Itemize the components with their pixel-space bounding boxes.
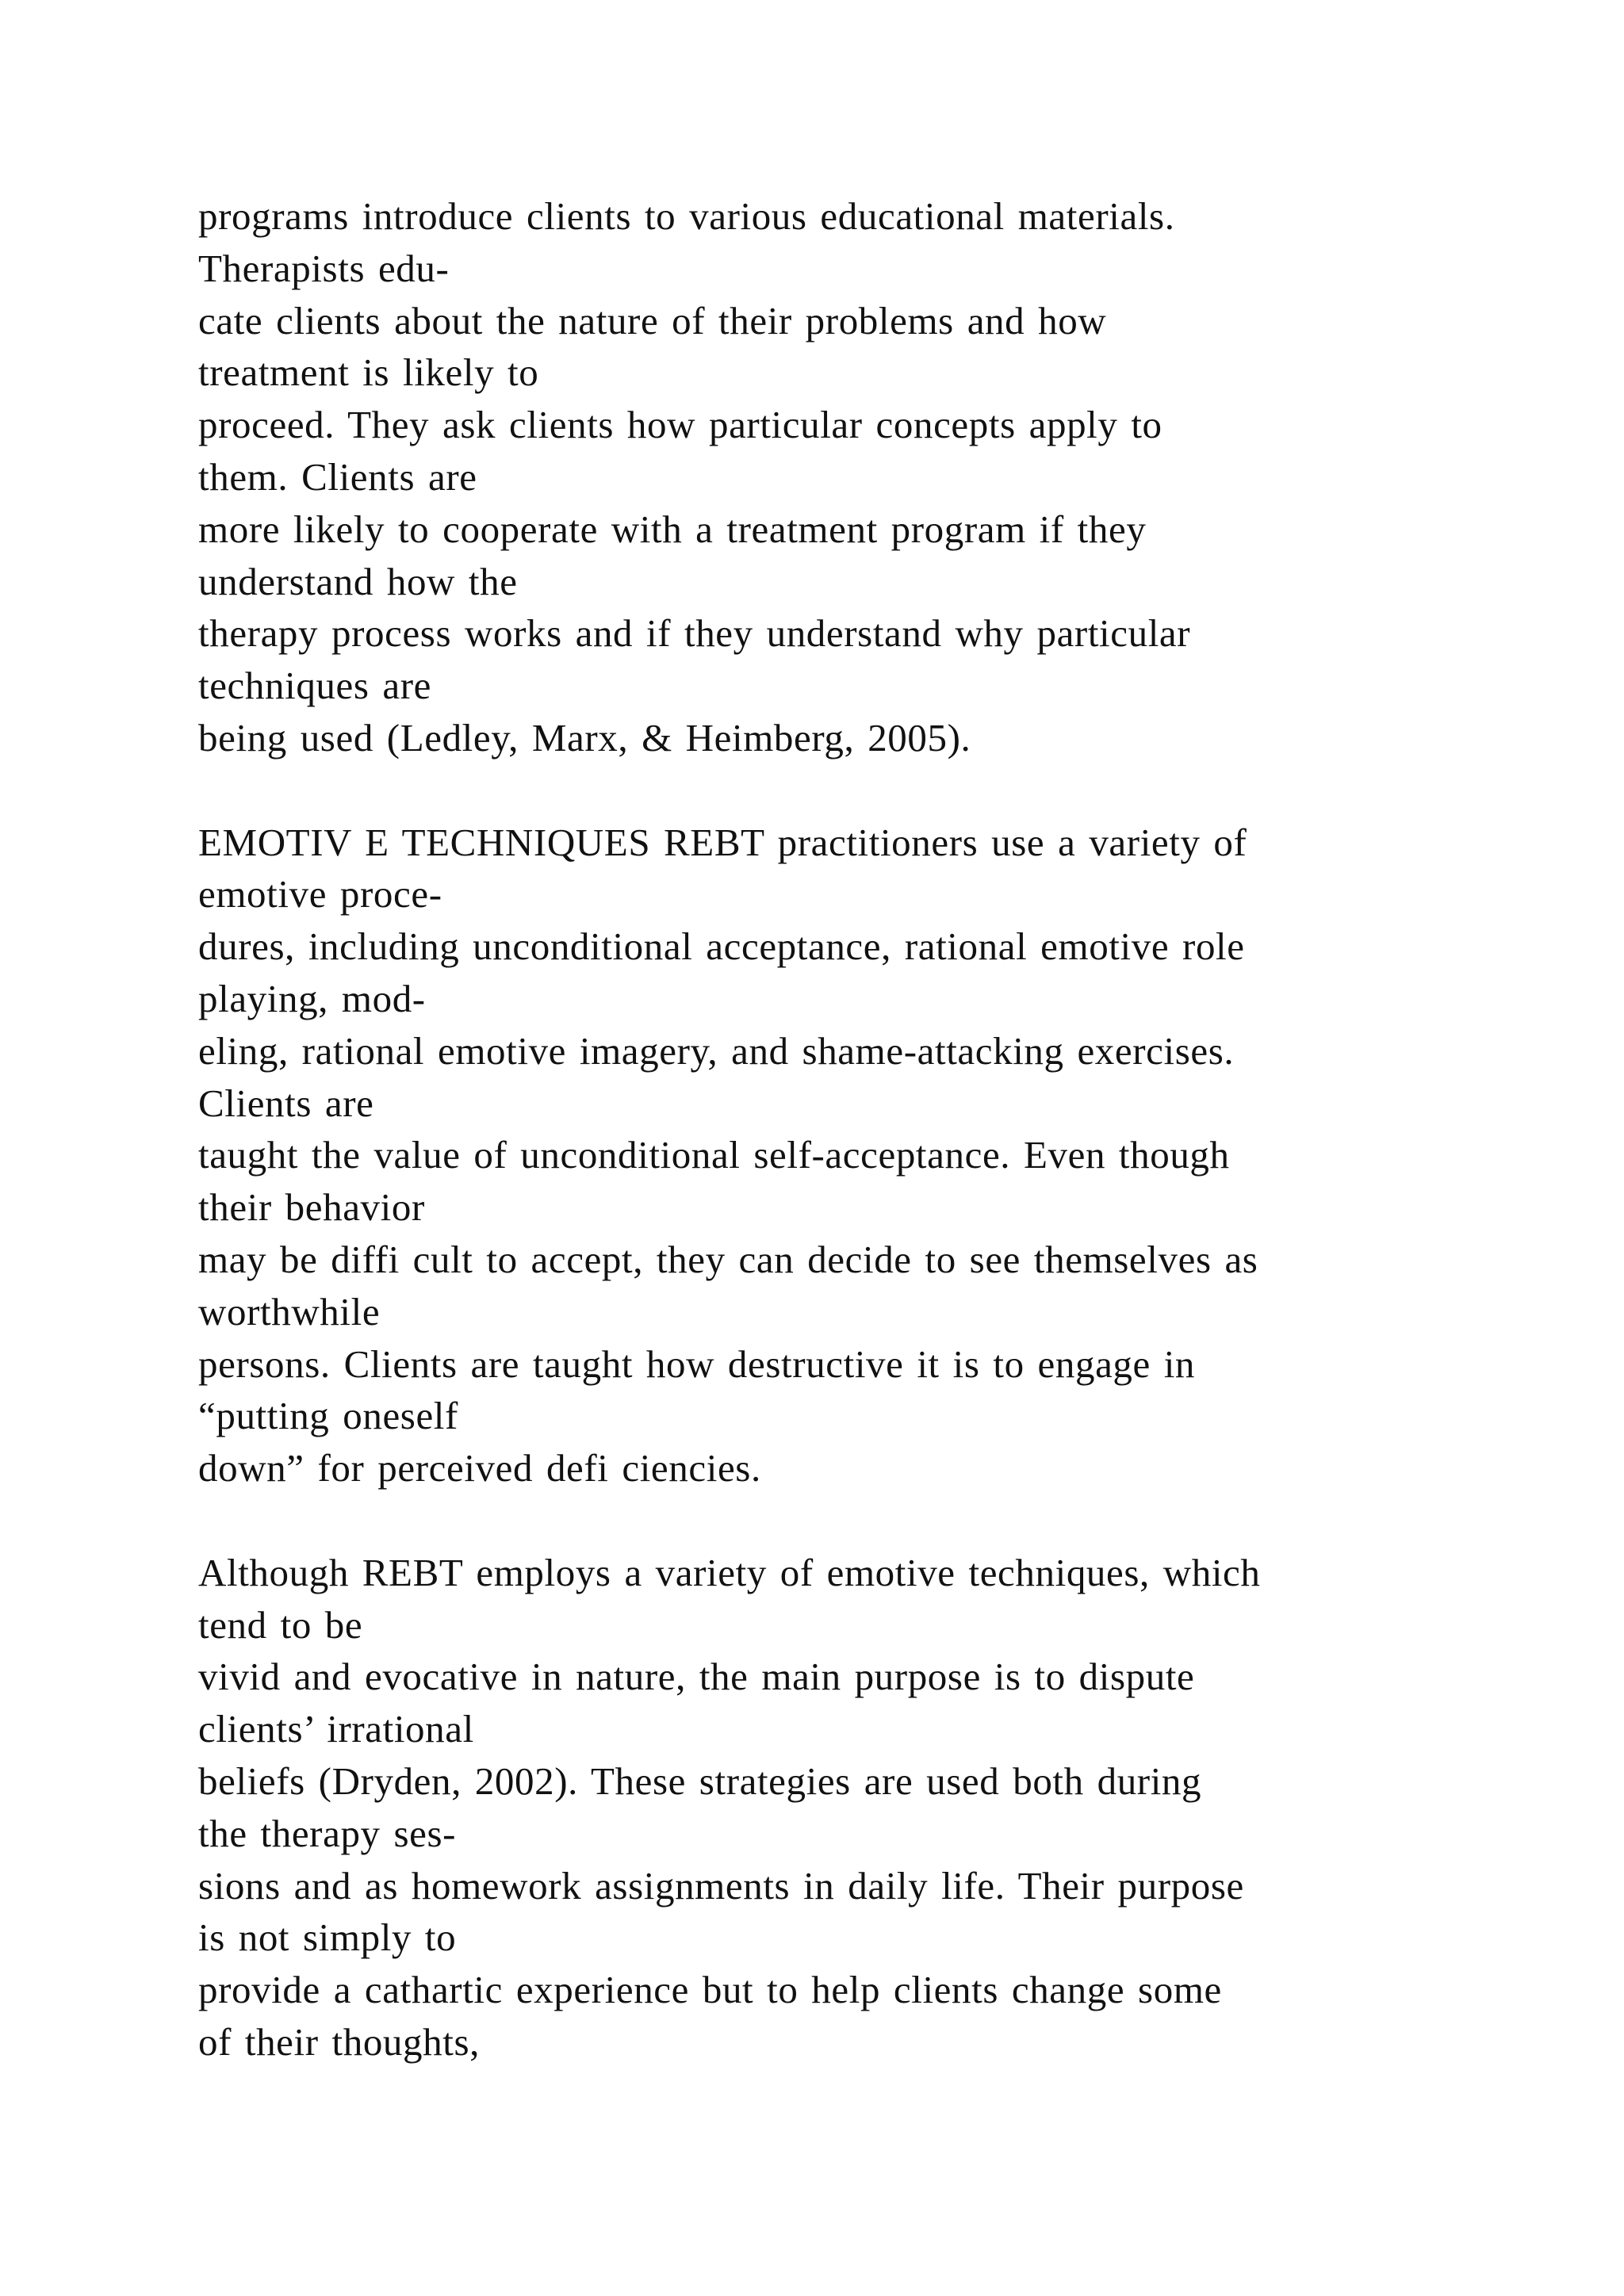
text-line: therapy process works and if they understand why particular (198, 611, 1191, 656)
text-line: beliefs (Dryden, 2002). These strategies are used both during (198, 1758, 1202, 1803)
text-line: of their thoughts, (198, 2019, 480, 2064)
text-line: may be diffi cult to accept, they can decide to see themselves as (198, 1237, 1258, 1281)
text-line: understand how the (198, 559, 518, 603)
text-line: more likely to cooperate with a treatment program if they (198, 507, 1147, 551)
text-line: their behavior (198, 1185, 425, 1230)
text-line: provide a cathartic experience but to help clients change some (198, 1968, 1222, 2012)
text-line: taught the value of unconditional self-acceptance. Even though (198, 1133, 1230, 1177)
text-line: emotive proce- (198, 872, 442, 916)
text-line: persons. Clients are taught how destructive it is to engage in (198, 1341, 1196, 1386)
text-line: the therapy ses- (198, 1811, 457, 1855)
text-line: programs introduce clients to various educational materials. (198, 194, 1175, 238)
text-line: techniques are (198, 664, 432, 708)
text-line: EMOTIV E TECHNIQUES REBT practitioners use a variety of (198, 820, 1247, 864)
text-line: them. Clients are (198, 454, 477, 499)
text-line: cate clients about the nature of their problems and how (198, 298, 1107, 342)
text-line: Although REBT employs a variety of emotive techniques, which (198, 1550, 1261, 1594)
paragraph-gap (198, 764, 1499, 817)
text-line: being used (Ledley, Marx, & Heimberg, 2005). (198, 715, 971, 760)
text-line: down” for perceived defi ciencies. (198, 1446, 761, 1490)
paragraph-gap (198, 1494, 1499, 1547)
paragraph-rebt-emotive-purpose (198, 1547, 1499, 2068)
text-line: vivid and evocative in nature, the main purpose is to dispute (198, 1655, 1195, 1699)
text-line: dures, including unconditional acceptance, rational emotive role (198, 924, 1245, 969)
text-line: Clients are (198, 1081, 374, 1125)
paragraph-emotive-techniques (198, 817, 1499, 1494)
text-line: eling, rational emotive imagery, and shame-attacking exercises. (198, 1028, 1235, 1073)
text-line: is not simply to (198, 1915, 457, 1960)
text-line: worthwhile (198, 1289, 381, 1334)
paragraph-educational-materials (198, 190, 1499, 764)
body-text (198, 190, 1499, 2068)
text-line: “putting oneself (198, 1394, 458, 1438)
text-line: Therapists edu- (198, 246, 450, 290)
text-line: tend to be (198, 1602, 363, 1647)
text-line: playing, mod- (198, 976, 426, 1020)
text-line: proceed. They ask clients how particular concepts apply to (198, 403, 1162, 447)
text-line: treatment is likely to (198, 350, 539, 395)
text-line: clients’ irrational (198, 1707, 474, 1751)
text-line: sions and as homework assignments in daily life. Their purpose (198, 1863, 1244, 1908)
